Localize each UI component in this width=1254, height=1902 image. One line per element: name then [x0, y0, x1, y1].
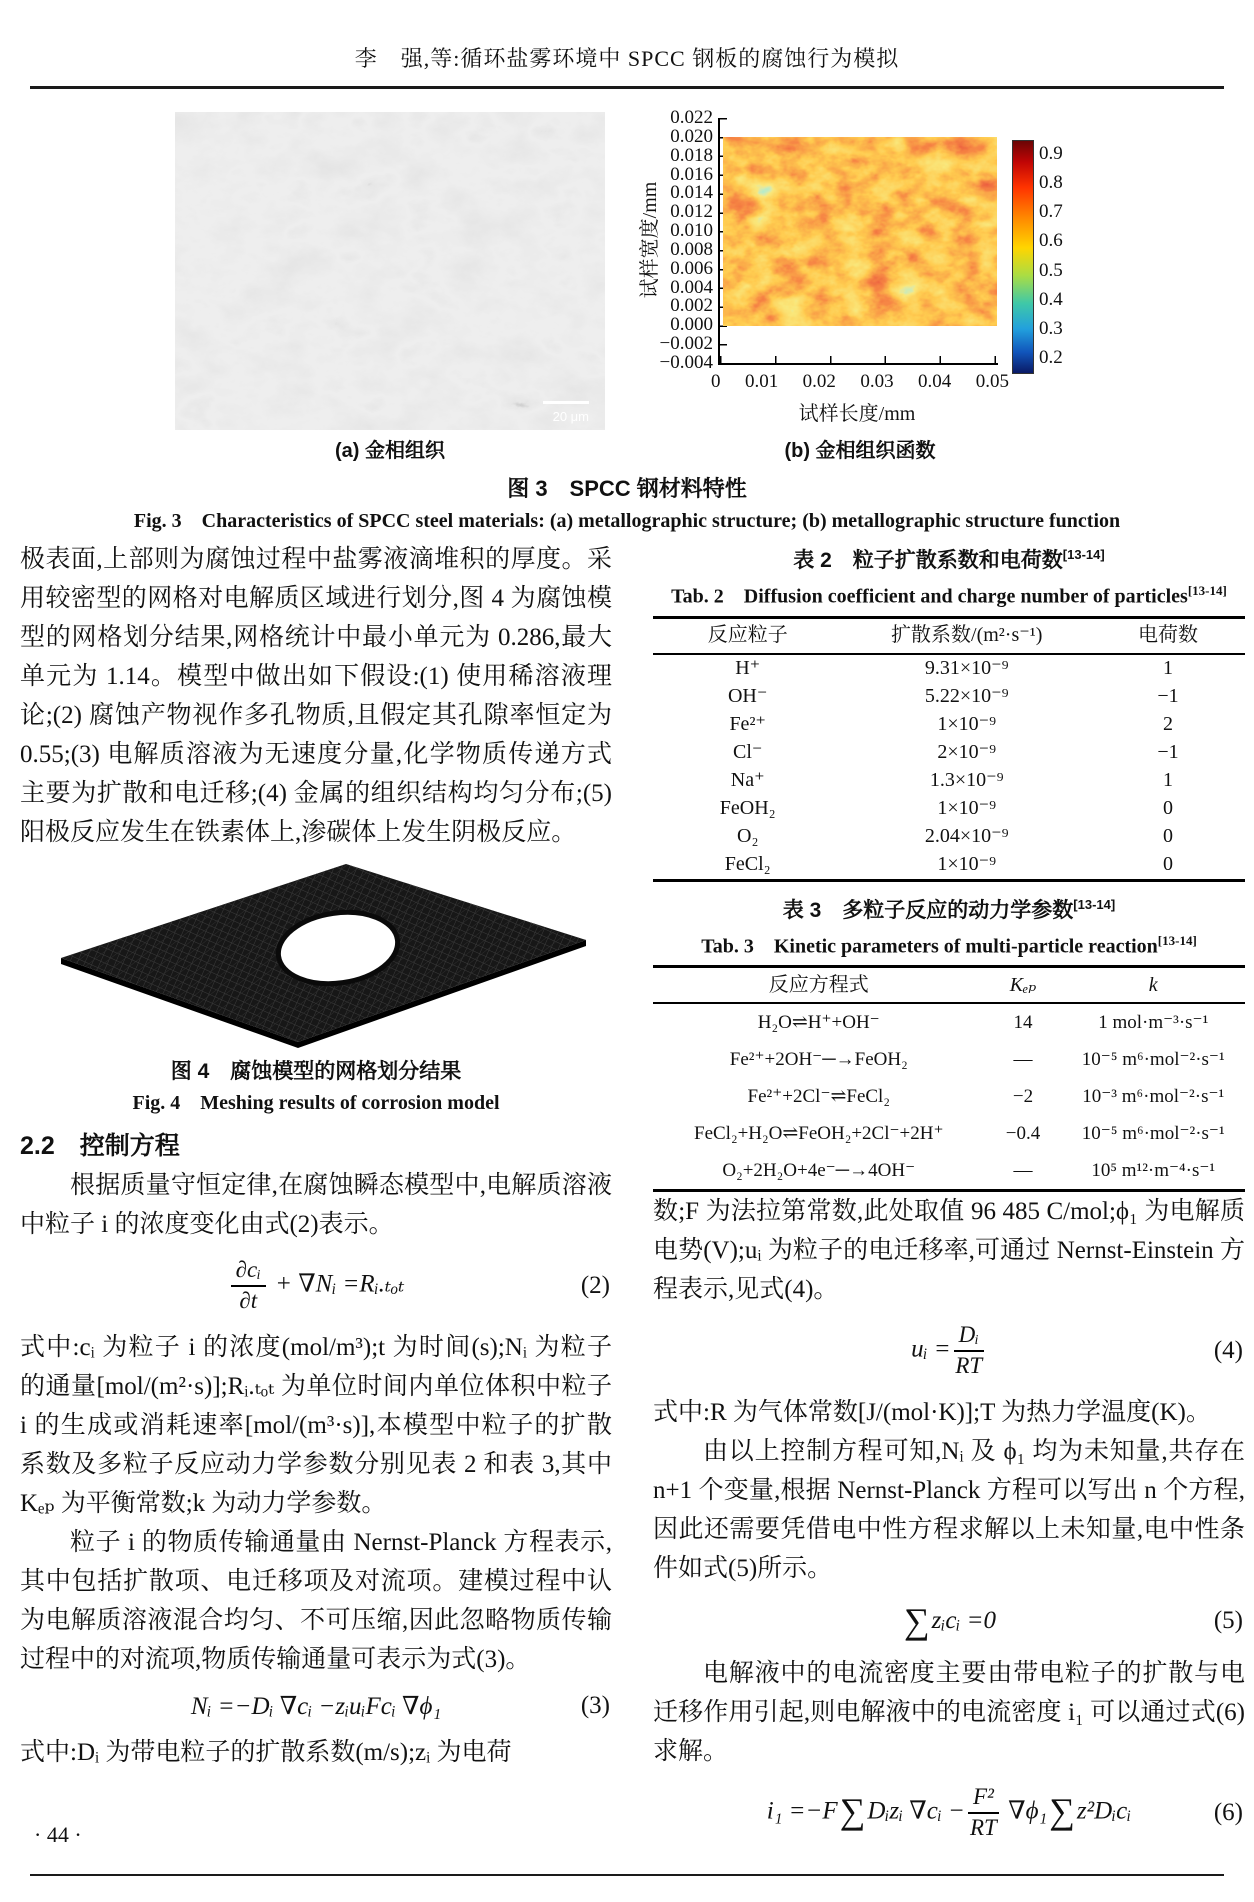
- table-cell: 1×10⁻⁹: [937, 853, 997, 876]
- reference-superscript: [13-14]: [1187, 583, 1227, 598]
- table-cell: 0: [1163, 853, 1174, 876]
- table-cell: 0: [1163, 825, 1174, 848]
- fraction: $\frac{\text{F²}}{RT}$: [968, 1783, 999, 1843]
- table-cell: Fe²⁺+2OH⁻─→FeOH₂: [729, 1048, 908, 1070]
- paragraph: 电解液中的电流密度主要由带电粒子的扩散与电迁移作用引起,则电解液中的电流密度 i₁ 可以通过式(6)求解。: [653, 1659, 1245, 1765]
- equation-number: (2): [580, 1271, 610, 1299]
- table2-caption-en: Tab. 2 Diffusion coefficient and charge number of particles[13-14]: [671, 583, 1227, 608]
- table-cell: OH⁻: [727, 685, 768, 708]
- equation-body: ∇ϕ₁: [1001, 1797, 1048, 1825]
- colorbar-tick-label: 0.2: [1039, 346, 1063, 368]
- running-head: 李 强,等:循环盐雾环境中 SPCC 钢板的腐蚀行为模拟: [354, 46, 900, 71]
- table2-caption-cn: 表 2 粒子扩散系数和电荷数[13-14]: [793, 547, 1105, 572]
- colorbar-tick-label: 0.5: [1039, 259, 1063, 281]
- heatmap-image: [723, 137, 997, 326]
- equation-3: [20, 1691, 612, 1721]
- table-cell: FeCl₂: [724, 853, 771, 876]
- table-header-row: [653, 617, 1245, 654]
- figure4: [20, 860, 612, 1118]
- figure3-caption-en: Fig. 3 Characteristics of SPCC steel materials: (a) metallographic structure; (b) metallographic structure function: [133, 510, 1121, 532]
- x-tick-label: 0.05: [975, 371, 1009, 392]
- table-cell: 1×10⁻⁹: [937, 797, 997, 820]
- table-cell: 14: [1013, 1011, 1033, 1033]
- x-tick-labels: [711, 371, 1009, 393]
- equation-body: uᵢ =: [911, 1335, 951, 1363]
- table-cell: FeOH₂: [719, 797, 776, 820]
- x-tick-label: 0.01: [744, 371, 779, 392]
- y-axis-label: 试样宽度/mm: [639, 181, 661, 299]
- colorbar-tick-labels: [1039, 143, 1063, 369]
- table-2: [653, 616, 1245, 882]
- table-row: [653, 767, 1245, 795]
- summation-symbol: ∑: [839, 1791, 866, 1832]
- table-cell: Na⁺: [730, 769, 765, 792]
- equation-number: (3): [580, 1691, 610, 1719]
- y-tick-label: 0.004: [670, 276, 713, 298]
- table-cell: 1: [1163, 769, 1174, 792]
- table-row: [653, 711, 1245, 739]
- equation-body: i₁ =−F: [766, 1797, 838, 1825]
- column-header: 扩散系数/(m²·s⁻¹): [891, 624, 1043, 647]
- paragraph: 粒子 i 的物质传输通量由 Nernst-Planck 方程表示,其中包括扩散项、电迁移项及对流项。建模过程中认为电解质溶液混合均匀、不可压缩,因此忽略物质传输过程中的对流项,物质传输通量可表示为式(3)。: [20, 1528, 612, 1673]
- y-tick-label: 0.016: [670, 163, 713, 185]
- equation-5: [653, 1600, 1245, 1642]
- paragraph: 由以上控制方程可知,Nᵢ 及 ϕ₁ 均为未知量,共存在 n+1 个变量,根据 Nernst-Planck 方程可以写出 n 个方程,因此还需要凭借电中性方程求解以上未知量,电中性条件如式(5)所示。: [653, 1437, 1245, 1582]
- table-cell: O₂+2H₂O+4e⁻─→4OH⁻: [722, 1159, 916, 1181]
- equation-number: (5): [1213, 1606, 1243, 1634]
- mesh-model-image: [46, 860, 586, 1048]
- table-cell: 5.22×10⁻⁹: [924, 685, 1009, 708]
- table-cell: −2: [1012, 1085, 1034, 1107]
- table-cell: 10⁵ m¹²·m⁻⁴·s⁻¹: [1091, 1159, 1216, 1181]
- table-cell: −1: [1157, 685, 1179, 708]
- y-tick-labels: [649, 109, 713, 372]
- table-cell: 2: [1163, 713, 1174, 736]
- y-tick-label: 0.006: [670, 257, 713, 279]
- scale-bar: [543, 401, 589, 404]
- y-tick-label: −0.004: [659, 351, 713, 373]
- y-tick-label: 0.010: [670, 220, 713, 242]
- paragraph: 式中:cᵢ 为粒子 i 的浓度(mol/m³);t 为时间(s);Nᵢ 为粒子的通量[mol/(m²·s)];Rᵢ.ₜₒₜ 为单位时间内单位体积中粒子 i 的生成或消耗速率[mol/(m³·s)],本模型中粒子的扩散系数及多粒子反应动力学参数分别见表 2 和表 3,其中 Kₑₚ 为平衡常数;k 为动力学参数。: [20, 1333, 612, 1517]
- fraction: $\frac{\text{∂cᵢ}}{\partial t}$: [231, 1256, 266, 1316]
- colorbar-tick-label: 0.9: [1039, 143, 1063, 164]
- equation-number: (4): [1213, 1337, 1243, 1365]
- table-cell: 2×10⁻⁹: [937, 741, 997, 764]
- y-tick-label: 0.000: [670, 314, 713, 336]
- colorbar-tick-label: 0.8: [1039, 172, 1063, 194]
- plot-area: [718, 118, 998, 365]
- table-row: [653, 683, 1245, 711]
- table-cell: 1×10⁻⁹: [937, 713, 997, 736]
- equation-body: zᵢcᵢ =0: [931, 1606, 997, 1634]
- right-column: [653, 540, 1245, 1854]
- table-row: [653, 1152, 1245, 1191]
- figure3a-micrograph: [175, 112, 605, 430]
- colorbar-tick-label: 0.7: [1039, 201, 1063, 223]
- table-cell: Fe²⁺: [729, 713, 766, 736]
- table-cell: 1.3×10⁻⁹: [929, 769, 1004, 792]
- footer-rule: [30, 1874, 1224, 1876]
- table-3: [653, 965, 1245, 1192]
- table-header-row: [653, 967, 1245, 1004]
- header-rule: [30, 86, 1224, 89]
- y-tick-label: 0.018: [670, 144, 713, 166]
- table-row: [653, 1078, 1245, 1115]
- table-cell: 9.31×10⁻⁹: [924, 657, 1009, 680]
- equation-6: [653, 1783, 1245, 1843]
- y-tick-label: 0.020: [670, 125, 713, 147]
- summation-symbol: ∑: [1049, 1791, 1075, 1832]
- table3-caption-en: Tab. 3 Kinetic parameters of multi-particle reaction[13-14]: [701, 932, 1197, 958]
- table-row: [653, 795, 1245, 823]
- column-header: k: [1148, 973, 1158, 996]
- table-row: [653, 823, 1245, 851]
- column-header: 电荷数: [1138, 624, 1199, 647]
- y-tick-label: 0.022: [670, 107, 713, 128]
- table-cell: —: [1013, 1048, 1033, 1070]
- equation-body: + ∇Nᵢ =Rᵢ.ₜₒₜ: [268, 1270, 405, 1298]
- figure3b-chart: [615, 105, 1115, 437]
- table-cell: 10⁻³ m⁶·mol⁻²·s⁻¹: [1082, 1085, 1225, 1107]
- figure4-caption-en: Fig. 4 Meshing results of corrosion model: [132, 1092, 500, 1114]
- table-cell: −0.4: [1005, 1122, 1041, 1144]
- equation-body: Dᵢzᵢ ∇cᵢ −: [867, 1797, 965, 1825]
- x-tick-label: 0.02: [802, 371, 836, 392]
- figure3a-caption: (a) 金相组织: [335, 440, 445, 462]
- figure4-caption-cn: 图 4 腐蚀模型的网格划分结果: [170, 1060, 462, 1083]
- equation-body: Nᵢ =−Dᵢ ∇cᵢ −zᵢuᵢFcᵢ ∇ϕ₁: [190, 1692, 442, 1720]
- column-header: 反应粒子: [707, 624, 788, 647]
- y-tick-label: 0.012: [670, 201, 713, 223]
- table-cell: Fe²⁺+2Cl⁻⇌FeCl₂: [747, 1085, 890, 1107]
- table-cell: 1 mol·m⁻³·s⁻¹: [1098, 1011, 1209, 1033]
- table-cell: 1: [1163, 657, 1174, 680]
- table-cell: 2.04×10⁻⁹: [924, 825, 1009, 848]
- summation-symbol: ∑: [903, 1600, 930, 1641]
- equation-number: (6): [1213, 1798, 1243, 1826]
- table-cell: 10⁻⁵ m⁶·mol⁻²·s⁻¹: [1081, 1048, 1225, 1070]
- section-heading: 2.2 控制方程: [20, 1132, 180, 1160]
- x-axis-label: 试样长度/mm: [798, 403, 916, 425]
- y-tick-label: 0.014: [670, 182, 713, 204]
- paragraph: 根据质量守恒定律,在腐蚀瞬态模型中,电解质溶液中粒子 i 的浓度变化由式(2)表示。: [20, 1172, 612, 1238]
- page-number: · 44 ·: [34, 1822, 82, 1847]
- colorbar-tick-label: 0.3: [1039, 317, 1063, 339]
- table-cell: FeCl₂+H₂O⇌FeOH₂+2Cl⁻+2H⁺: [694, 1122, 944, 1144]
- y-tick-label: 0.008: [670, 238, 713, 260]
- colorbar: [1012, 140, 1034, 374]
- paragraph: 数;F 为法拉第常数,此处取值 96 485 C/mol;ϕ₁ 为电解质电势(V);uᵢ 为粒子的电迁移率,可通过 Nernst-Einstein 方程表示,见式(4)。: [653, 1198, 1245, 1304]
- x-tick-label: 0.04: [918, 371, 952, 392]
- table-cell: 10⁻⁵ m⁶·mol⁻²·s⁻¹: [1081, 1122, 1225, 1144]
- equation-4: [653, 1321, 1245, 1381]
- micrograph-image: [175, 112, 605, 430]
- left-column: [20, 540, 612, 1772]
- table-cell: Cl⁻: [732, 741, 763, 764]
- table-row: [653, 654, 1245, 683]
- table-cell: —: [1013, 1159, 1033, 1181]
- table-cell: H₂O⇌H⁺+OH⁻: [757, 1011, 880, 1033]
- figure3-caption-cn: 图 3 SPCC 钢材料特性: [507, 476, 747, 501]
- reference-superscript: [13-14]: [1073, 896, 1116, 912]
- figure3b-caption: (b) 金相组织函数: [784, 440, 936, 462]
- paragraph: 式中:R 为气体常数[J/(mol·K)];T 为热力学温度(K)。: [653, 1398, 1211, 1426]
- equation-body: z²Dᵢcᵢ: [1076, 1797, 1132, 1825]
- colorbar-tick-label: 0.6: [1039, 230, 1063, 252]
- x-tick-label: 0.03: [860, 371, 894, 392]
- fraction: $\frac{\text{Dᵢ}}{RT}$: [955, 1322, 983, 1379]
- y-tick-label: −0.002: [659, 333, 713, 355]
- scale-bar-label: 20 μm: [552, 409, 589, 424]
- column-header: 反应方程式: [768, 973, 869, 996]
- equation-2: [20, 1256, 612, 1316]
- table-cell: 0: [1163, 797, 1174, 820]
- reference-superscript: [13-14]: [1157, 932, 1197, 948]
- table-cell: H⁺: [735, 657, 761, 680]
- column-header: Kₑₚ: [1009, 973, 1037, 996]
- paragraph: 式中:Dᵢ 为带电粒子的扩散系数(m/s);zᵢ 为电荷: [20, 1738, 512, 1766]
- y-tick-label: 0.002: [670, 295, 713, 317]
- table-row: [653, 1041, 1245, 1078]
- x-tick-label: 0: [711, 371, 721, 392]
- table-cell: O₂: [737, 825, 759, 848]
- paragraph: 极表面,上部则为腐蚀过程中盐雾液滴堆积的厚度。采用较密型的网格对电解质区域进行划分,图 4 为腐蚀模型的网格划分结果,网格统计中最小单元为 0.286,最大单元为 1.14。模型中做出如下假设:(1) 使用稀溶液理论;(2) 腐蚀产物视作多孔物质,且假定其孔隙率恒定为 0.55;(3) 电解质溶液为无速度分量,化学物质传递方式主要为扩散和电迁移;(4) 金属的组织结构均匀分布;(5) 阳极反应发生在铁素体上,渗碳体上发生阴极反应。: [20, 546, 612, 846]
- table-row: [653, 851, 1245, 881]
- figure3: [0, 100, 1254, 542]
- table-row: [653, 1115, 1245, 1152]
- table-cell: −1: [1157, 741, 1179, 764]
- table-row: [653, 1003, 1245, 1041]
- reference-superscript: [13-14]: [1062, 547, 1105, 562]
- table-row: [653, 739, 1245, 767]
- colorbar-tick-label: 0.4: [1039, 288, 1063, 310]
- table3-caption-cn: 表 3 多粒子反应的动力学参数[13-14]: [782, 896, 1116, 922]
